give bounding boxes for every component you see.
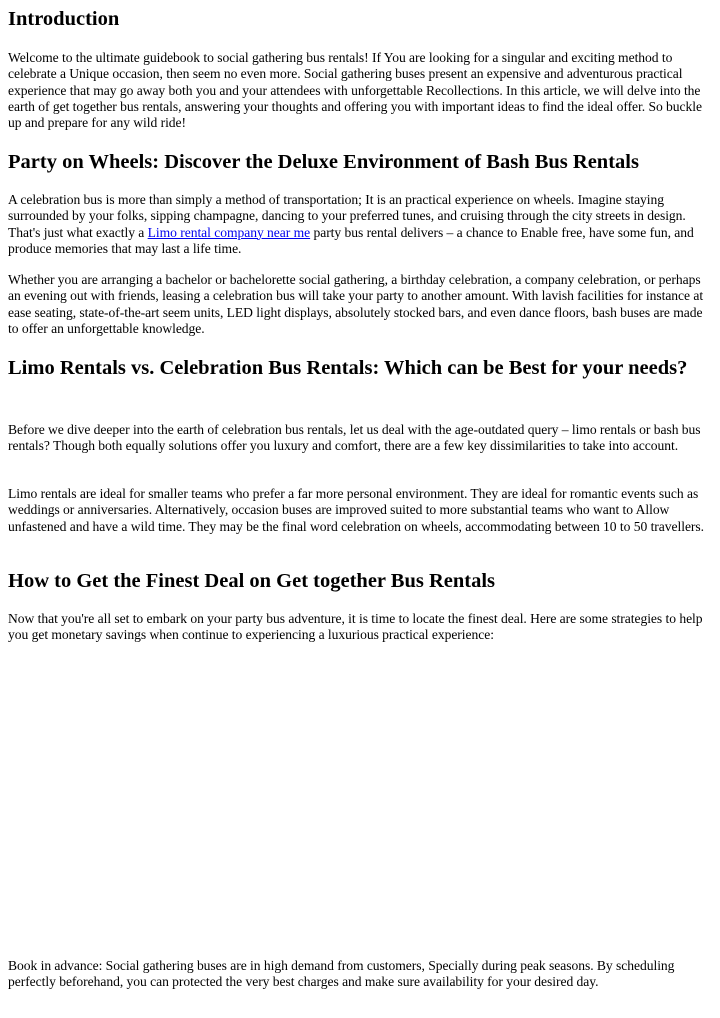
finest-deal-heading: How to Get the Finest Deal on Get together Bus Rentals bbox=[8, 570, 496, 592]
finest-deal-paragraph-1: Now that you're all set to embark on your party bus adventure, it is time to locate the finest deal. Here are some strategies to help you get monetary savings when continue to experiencing a luxurious practical experience: bbox=[8, 611, 703, 643]
limo-vs-bus-paragraph-2: Limo rentals are ideal for smaller teams who prefer a far more personal environment. They are ideal for romantic events such as weddings or anniversaries. Alternatively, occasion buses are improved suited to more substantial teams who want to Allow unfastened and have a wild time. They may be the final word celebration on wheels, accommodating between 10 to 50 travellers. bbox=[8, 486, 704, 534]
limo-rental-link[interactable]: Limo rental company near me bbox=[147, 224, 311, 240]
party-on-wheels-paragraph-1 bbox=[8, 192, 714, 257]
introduction-heading: Introduction bbox=[8, 8, 120, 30]
finest-deal-paragraph-2: Book in advance: Social gathering buses are in high demand from customers, Specially during peak seasons. By scheduling perfectly beforehand, you can protected the very best charges and make sure availability for your desired day. bbox=[8, 958, 675, 990]
party-on-wheels-paragraph-2: Whether you are arranging a bachelor or bachelorette social gathering, a birthday celebration, a company celebration, or perhaps an evening out with friends, leasing a celebration bus will take your party to another amount. With lavish facilities for instance at ease seating, state-of-the-art seem units, LED light displays, absolutely stocked bars, and even dance floors, bash buses are made to offer an unforgettable knowledge. bbox=[8, 272, 704, 336]
limo-vs-bus-paragraph-1: Before we dive deeper into the earth of celebration bus rentals, let us deal with the age-outdated query – limo rentals or bash bus rentals? Though both equally solutions offer you luxury and comfort, there are a few key dissimilarities to take into account. bbox=[8, 422, 701, 454]
party-on-wheels-heading: Party on Wheels: Discover the Deluxe Environment of Bash Bus Rentals bbox=[8, 151, 639, 173]
paragraph-text: party bus rental delivers – a chance to Enable free, have some fun, and produce memories that may last a life time. bbox=[8, 224, 694, 256]
introduction-paragraph: Welcome to the ultimate guidebook to social gathering bus rentals! If You are looking for a singular and exciting method to celebrate a Unique occasion, then seem no even more. Social gathering buses present an expensive and adventurous practical experience that may go away both you and your attendees with unforgettable Recollections. In this article, we will delve into the earth of get together bus rentals, answering your thoughts and offering you with important ideas to find the ideal offer. So buckle up and prepare for any wild ride! bbox=[8, 50, 702, 131]
paragraph-text: A celebration bus is more than simply a method of transportation; It is an practical experience on wheels. Imagine staying surrounded by your folks, sipping champagne, dancing to your preferred tunes, and cruising through the city streets in design. That's just what exactly a bbox=[8, 192, 686, 240]
limo-vs-bus-heading: Limo Rentals vs. Celebration Bus Rentals: Which can be Best for your needs? bbox=[8, 357, 688, 379]
